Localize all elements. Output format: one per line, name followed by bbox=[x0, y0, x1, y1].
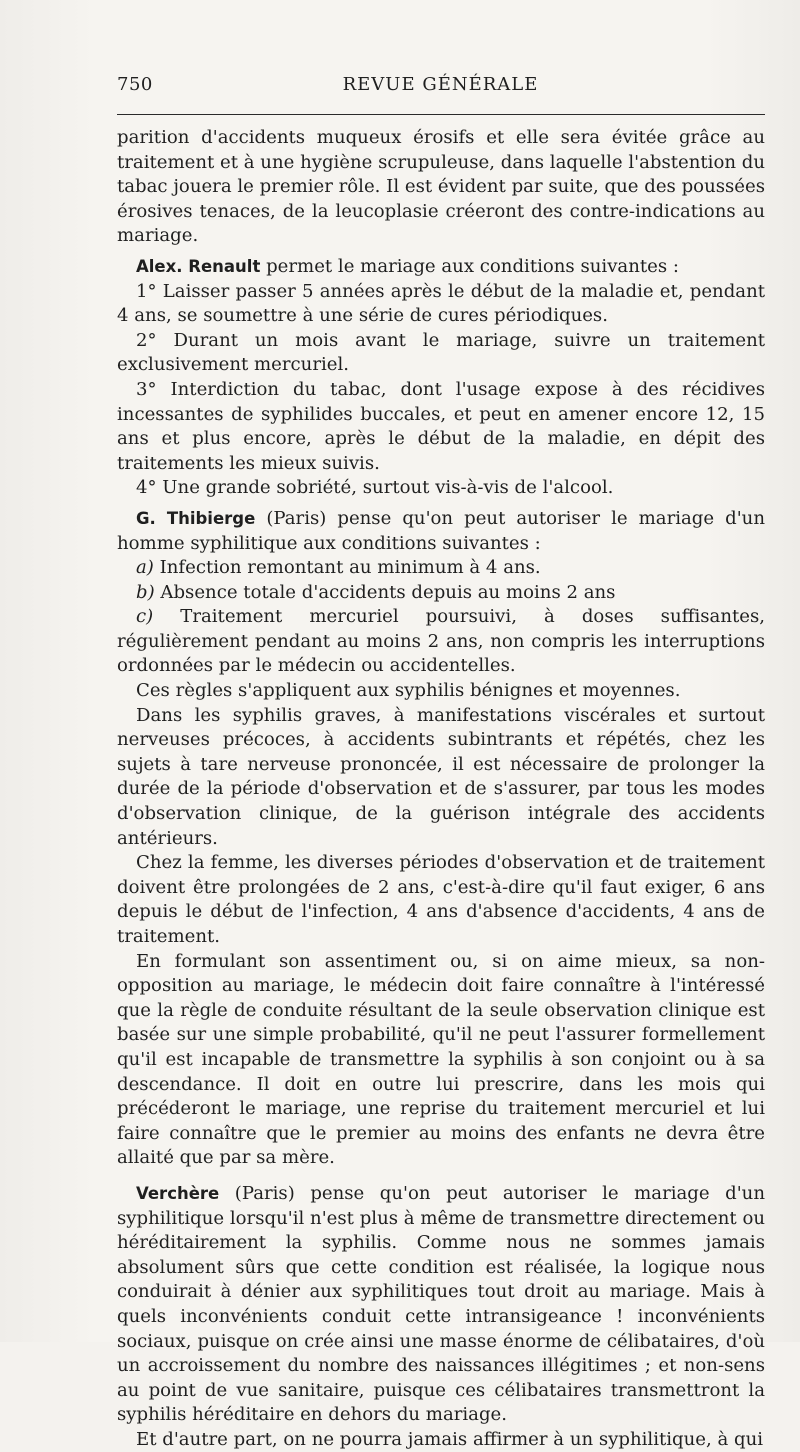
lettered-item: c) Traitement mercuriel poursuivi, à doses suffisantes, régulièrement pendant au moins 2 ans, non compris les interruptions ordonnées par le médecin ou accidentelles. bbox=[117, 606, 765, 677]
page-number: 750 bbox=[117, 74, 153, 95]
paragraph-verchere: Verchère (Paris) pense qu'on peut autoriser le mariage d'un syphilitique lorsqu'il n'est plus à même de transmettre directement ou héréditairement la syphilis. Comme nous ne sommes jamais absolument sûrs que cette condition est réalisée, la logique nous conduirait à dénier aux syphilitiques tout droit au mariage. Mais à quels inconvénients conduit cette intransigeance ! inconvénients sociaux, puisque on crée ainsi une masse énorme de célibataires, d'où un accroissement du nombre des naissances illégitimes ; et non-sens au point de vue sanitaire, puisque ces célibataires transmettront la syphilis héréditaire en dehors du mariage. bbox=[117, 1182, 765, 1426]
lettered-item: b) Absence totale d'accidents depuis au moins 2 ans bbox=[136, 581, 616, 603]
page-header bbox=[117, 74, 764, 106]
item-letter: b) bbox=[136, 581, 155, 603]
paragraph-renault-intro: Alex. Renault permet le mariage aux conditions suivantes : bbox=[136, 255, 679, 277]
body-text bbox=[117, 126, 765, 1452]
paragraph: Ces règles s'appliquent aux syphilis bénignes et moyennes. bbox=[136, 680, 681, 702]
item-letter: c) bbox=[136, 606, 154, 628]
lettered-item: a) Infection remontant au minimum à 4 ans. bbox=[136, 557, 541, 579]
author-name: G. Thibierge bbox=[136, 508, 256, 528]
author-name: Alex. Renault bbox=[136, 256, 261, 276]
paragraph: Dans les syphilis graves, à manifestations viscérales et surtout nerveuses précoces, à accidents subintrants et répétés, chez les sujets à tare nerveuse prononcée, il est nécessaire de prolonger la durée de la période d'observation et de s'assurer, par tous les modes d'observation clinique, de la guérison intégrale des accidents antérieurs. bbox=[117, 704, 765, 849]
condition-item: 3° Interdiction du tabac, dont l'usage expose à des récidives incessantes de syphilides buccales, et peut en amener encore 12, 15 ans et plus encore, après le début de la maladie, en dépit des traitements les mieux suivis. bbox=[117, 378, 765, 474]
paragraph: Et d'autre part, on ne pourra jamais affirmer à un syphilitique, à qui bbox=[136, 1428, 764, 1450]
author-name: Verchère bbox=[136, 1183, 220, 1203]
running-title: REVUE GÉNÉRALE bbox=[342, 74, 539, 95]
paragraph-thibierge-intro: G. Thibierge (Paris) pense qu'on peut autoriser le mariage d'un homme syphilitique aux conditions suivantes : bbox=[117, 507, 765, 554]
paragraph: En formulant son assentiment ou, si on aime mieux, sa non-opposition au mariage, le médecin doit faire connaître à l'intéressé que la règle de conduite résultant de la seule observation clinique est basée sur une simple probabilité, qu'il ne peut l'assurer formellement qu'il est incapable de transmettre la syphilis à son conjoint ou à sa descendance. Il doit en outre lui prescrire, dans les mois qui précéderont le mariage, une reprise du traitement mercuriel et lui faire connaître que le premier au moins des enfants ne devra être allaité que par sa mère. bbox=[117, 950, 765, 1169]
paragraph-continuation: parition d'accidents muqueux érosifs et elle sera évitée grâce au traitement et à une hygiène scrupuleuse, dans laquelle l'abstention du tabac jouera le premier rôle. Il est évident par suite, que des poussées érosives tenaces, de la leucoplasie créeront des contre-indications au mariage. bbox=[117, 127, 765, 247]
paragraph: Chez la femme, les diverses périodes d'observation et de traitement doivent être prolongées de 2 ans, c'est-à-dire qu'il faut exiger, 6 ans depuis le début de l'infection, 4 ans d'absence d'accidents, 4 ans de traitement. bbox=[117, 852, 765, 947]
header-rule bbox=[117, 114, 765, 115]
condition-item: 4° Une grande sobriété, surtout vis-à-vis de l'alcool. bbox=[136, 477, 614, 499]
condition-item: 1° Laisser passer 5 années après le début de la maladie et, pendant 4 ans, se soumettre à une série de cures périodiques. bbox=[117, 280, 765, 327]
condition-item: 2° Durant un mois avant le mariage, suivre un traitement exclusivement mercuriel. bbox=[117, 329, 765, 376]
item-letter: a) bbox=[136, 557, 154, 579]
